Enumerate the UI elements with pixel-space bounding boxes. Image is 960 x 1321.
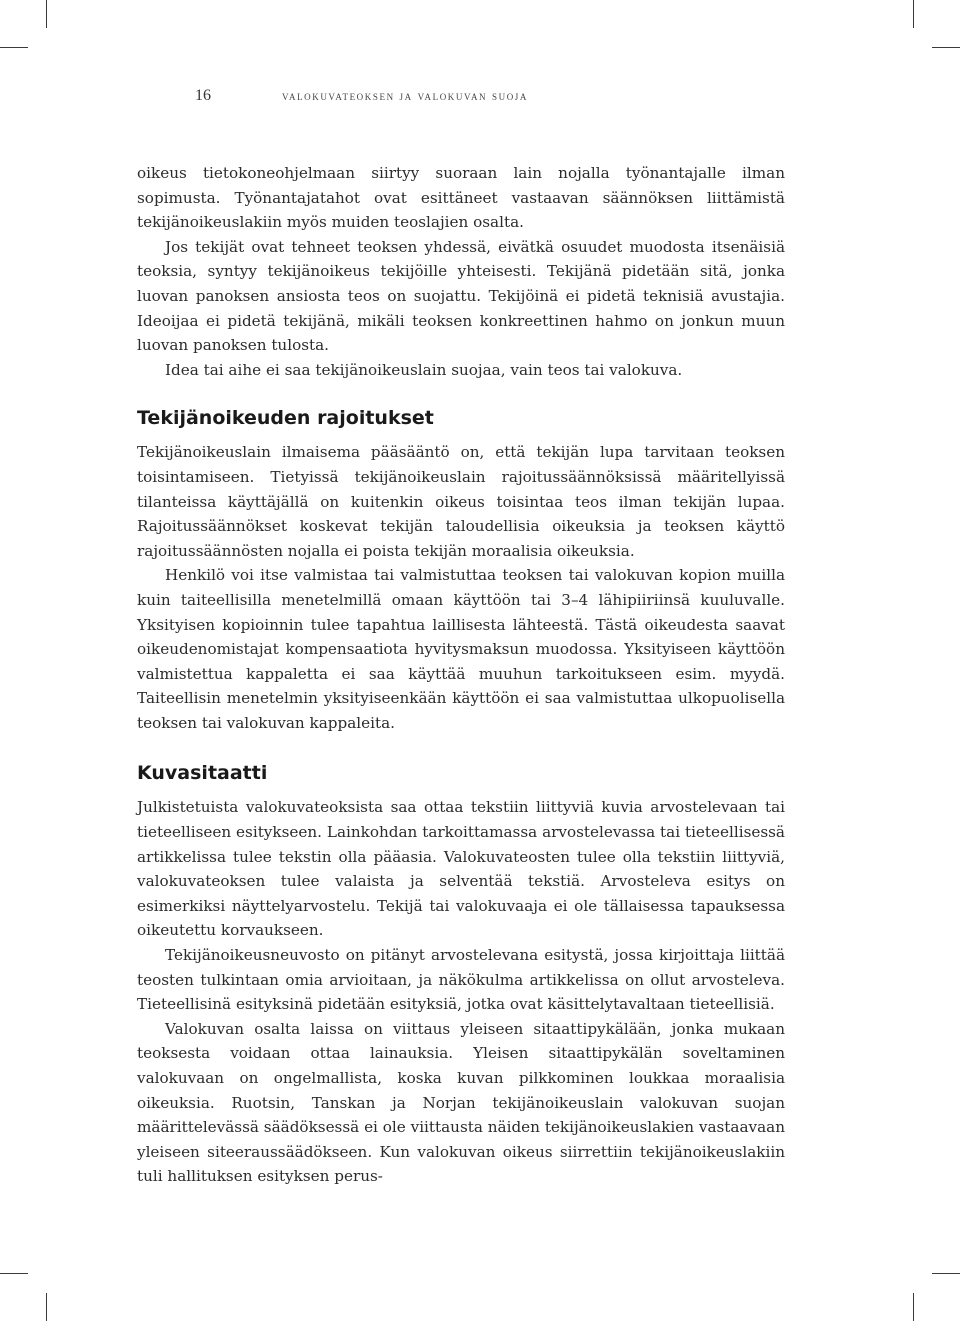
crop-mark-bottom-right bbox=[913, 1293, 914, 1321]
page-header bbox=[195, 87, 528, 107]
crop-mark-left-upper bbox=[0, 47, 28, 48]
section-heading-rajoitukset: Tekijänoikeuden rajoitukset bbox=[137, 407, 434, 430]
paragraph: Tekijänoikeuslain ilmaisema pääsääntö on, että tekijän lupa tarvitaan teoksen toisintamiseen. Tietyissä tekijänoikeuslain rajoitussäännöksissä määritellyissä tilanteissa käyttäjällä on kuitenkin oikeus toisintaa teos ilman tekijän lupaa. Rajoitussäännökset koskevat tekijän taloudellisia oikeuksia ja teoksen käyttö rajoitussäännösten nojalla ei poista tekijän moraalisia oikeuksia. bbox=[137, 443, 785, 560]
crop-mark-bottom-left bbox=[46, 1293, 47, 1321]
paragraph: Henkilö voi itse valmistaa tai valmistuttaa teoksen tai valokuvan kopion muilla kuin taiteellisilla menetelmillä omaan käyttöön tai 3–4 lähipiiriinsä kuuluvalle. Yksityisen kopioinnin tulee tapahtua laillisesta lähteestä. Tästä oikeudesta saavat oikeudenomistajat kompensaatiota hyvitysmaksun muodossa. Yksityiseen käyttöön valmistettua kappaletta ei saa käyttää muuhun tarkoitukseen esim. myydä. Taiteellisin menetelmin yksityiseenkään käyttöön ei saa valmistuttaa ulkopuolisella teoksen tai valokuvan kappaleita. bbox=[137, 566, 785, 732]
paragraph: Tekijänoikeusneuvosto on pitänyt arvostelevana esitystä, jossa kirjoittaja liittää teosten tulkintaan omia arvioitaan, ja näkökulma artikkelissa on ollut arvosteleva. Tieteellisinä esityksinä pidetään esityksiä, jotka ovat käsittelytavaltaan tieteellisiä. bbox=[137, 946, 785, 1014]
crop-mark-right-lower bbox=[932, 1273, 960, 1274]
paragraph: oikeus tietokoneohjelmaan siirtyy suoraan lain nojalla työnantajalle ilman sopimusta. Työnantajatahot ovat esittäneet vastaavan säännöksen liittämistä tekijänoikeuslakiin myös muiden teoslajien osalta. bbox=[137, 164, 785, 232]
crop-mark-right-upper bbox=[932, 47, 960, 48]
page-number: 16 bbox=[195, 87, 211, 104]
crop-mark-left-lower bbox=[0, 1273, 28, 1274]
section-heading-kuvasitaatti: Kuvasitaatti bbox=[137, 762, 268, 785]
crop-mark-top-left bbox=[46, 0, 47, 28]
paragraph: Jos tekijät ovat tehneet teoksen yhdessä, eivätkä osuudet muodosta itsenäisiä teoksia, syntyy tekijänoikeus tekijöille yhteisesti. Tekijänä pidetään sitä, jonka luovan panoksen ansiosta teos on suojattu. Tekijöinä ei pidetä teknisiä avustajia. Ideoijaa ei pidetä tekijänä, mikäli teoksen konkreettinen hahmo on jonkun muun luovan panoksen tulosta. bbox=[137, 237, 785, 355]
crop-mark-top-right bbox=[913, 0, 914, 28]
running-head: valokuvateoksen ja valokuvan suoja bbox=[282, 88, 529, 103]
paragraph: Idea tai aihe ei saa tekijänoikeuslain suojaa, vain teos tai valokuva. bbox=[165, 360, 683, 379]
paragraph: Valokuvan osalta laissa on viittaus yleiseen sitaattipykälään, jonka mukaan teoksesta voidaan ottaa lainauksia. Yleisen sitaattipykälän soveltaminen valokuvaan on ongelmallista, koska kuvan pilkkominen loukkaa moraalisia oikeuksia. Ruotsin, Tanskan ja Norjan tekijänoikeuslain valokuvan suojan määrittelevässä säädöksessä ei ole viittausta näiden tekijänoikeuslakien vastaavaan yleiseen siteeraussäädökseen. Kun valokuvan oikeus siirrettiin tekijänoikeuslakiin tuli hallituksen esityksen perus- bbox=[137, 1019, 785, 1186]
paragraph: Julkistetuista valokuvateoksista saa ottaa tekstiin liittyviä kuvia arvostelevaan tai tieteelliseen esitykseen. Lainkohdan tarkoittamassa arvostelevassa tai tieteellisessä artikkelissa tulee tekstin olla pääasia. Valokuvateosten tulee olla tekstiin liittyviä, valokuvateoksen tulee valaista ja selventää tekstiä. Arvosteleva esitys on esimerkiksi näyttelyarvostelu. Tekijä tai valokuvaaja ei ole tällaisessa tapauksessa oikeutettu korvaukseen. bbox=[137, 798, 785, 940]
page-body bbox=[137, 161, 785, 1189]
